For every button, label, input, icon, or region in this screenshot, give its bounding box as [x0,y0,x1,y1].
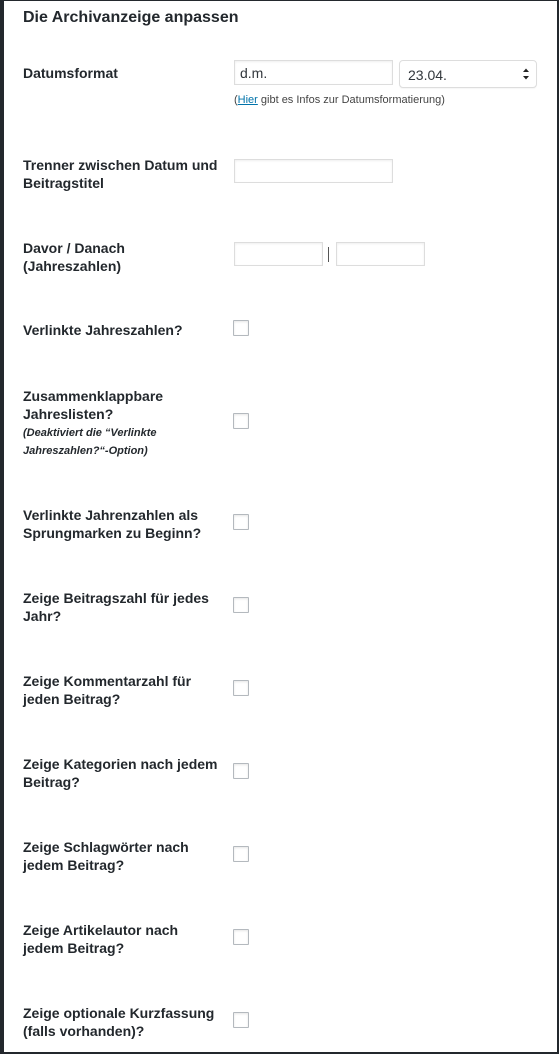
date-format-select[interactable] [399,60,537,88]
date-format-help: (Hier gibt es Infos zur Datumsformatierung) [234,94,445,106]
date-format-input[interactable] [234,60,393,85]
checkbox-author[interactable] [233,929,249,945]
option-label-linked-years: Verlinkte Jahreszahlen? [23,322,183,338]
option-label-excerpt: Zeige optionale Kurzfassung (falls vorhanden)? [23,1005,215,1039]
option-label-jump-marks: Verlinkte Jahrenzahlen als Sprungmarken zu Beginn? [23,507,202,541]
checkbox-categories[interactable] [233,763,249,779]
frame-top-border [0,0,559,1]
checkbox-tags[interactable] [233,846,249,862]
checkbox-collapsible-lists[interactable] [233,413,249,429]
checkbox-linked-years[interactable] [233,320,249,336]
date-format-label: Datumsformat [23,65,118,81]
before-input[interactable] [234,242,323,266]
checkbox-comment-count[interactable] [233,680,249,696]
checkbox-excerpt[interactable] [233,1012,249,1028]
section-title: Die Archivanzeige anpassen [23,9,239,26]
checkbox-post-count[interactable] [233,597,249,613]
frame-left-border [0,0,4,1054]
option-note-collapsible: (Deaktiviert die “Verlinkte Jahreszahlen?“-Option) [23,427,157,457]
option-label-collapsible-lists: Zusammenklappbare Jahreslisten? (Deaktiviert die “Verlinkte Jahreszahlen?“-Option) [23,387,228,460]
separator-input[interactable] [234,159,393,183]
after-input[interactable] [336,242,425,266]
checkbox-jump-marks[interactable] [233,514,249,530]
before-after-label: Davor / Danach (Jahreszahlen) [23,240,125,274]
option-label-author: Zeige Artikelautor nach jedem Beitrag? [23,922,179,956]
date-format-select-value: 23.04. [408,67,447,83]
option-label-tags: Zeige Schlagwörter nach jedem Beitrag? [23,839,189,873]
separator-label: Trenner zwischen Datum und Beitragstitel [23,157,218,191]
select-updown-icon [522,67,530,81]
option-label-comment-count: Zeige Kommentarzahl für jeden Beitrag? [23,673,192,707]
option-label-categories: Zeige Kategorien nach jedem Beitrag? [23,756,218,790]
before-after-divider [328,247,329,262]
date-format-help-link[interactable]: Hier [237,94,258,106]
option-label-post-count: Zeige Beitragszahl für jedes Jahr? [23,590,209,624]
